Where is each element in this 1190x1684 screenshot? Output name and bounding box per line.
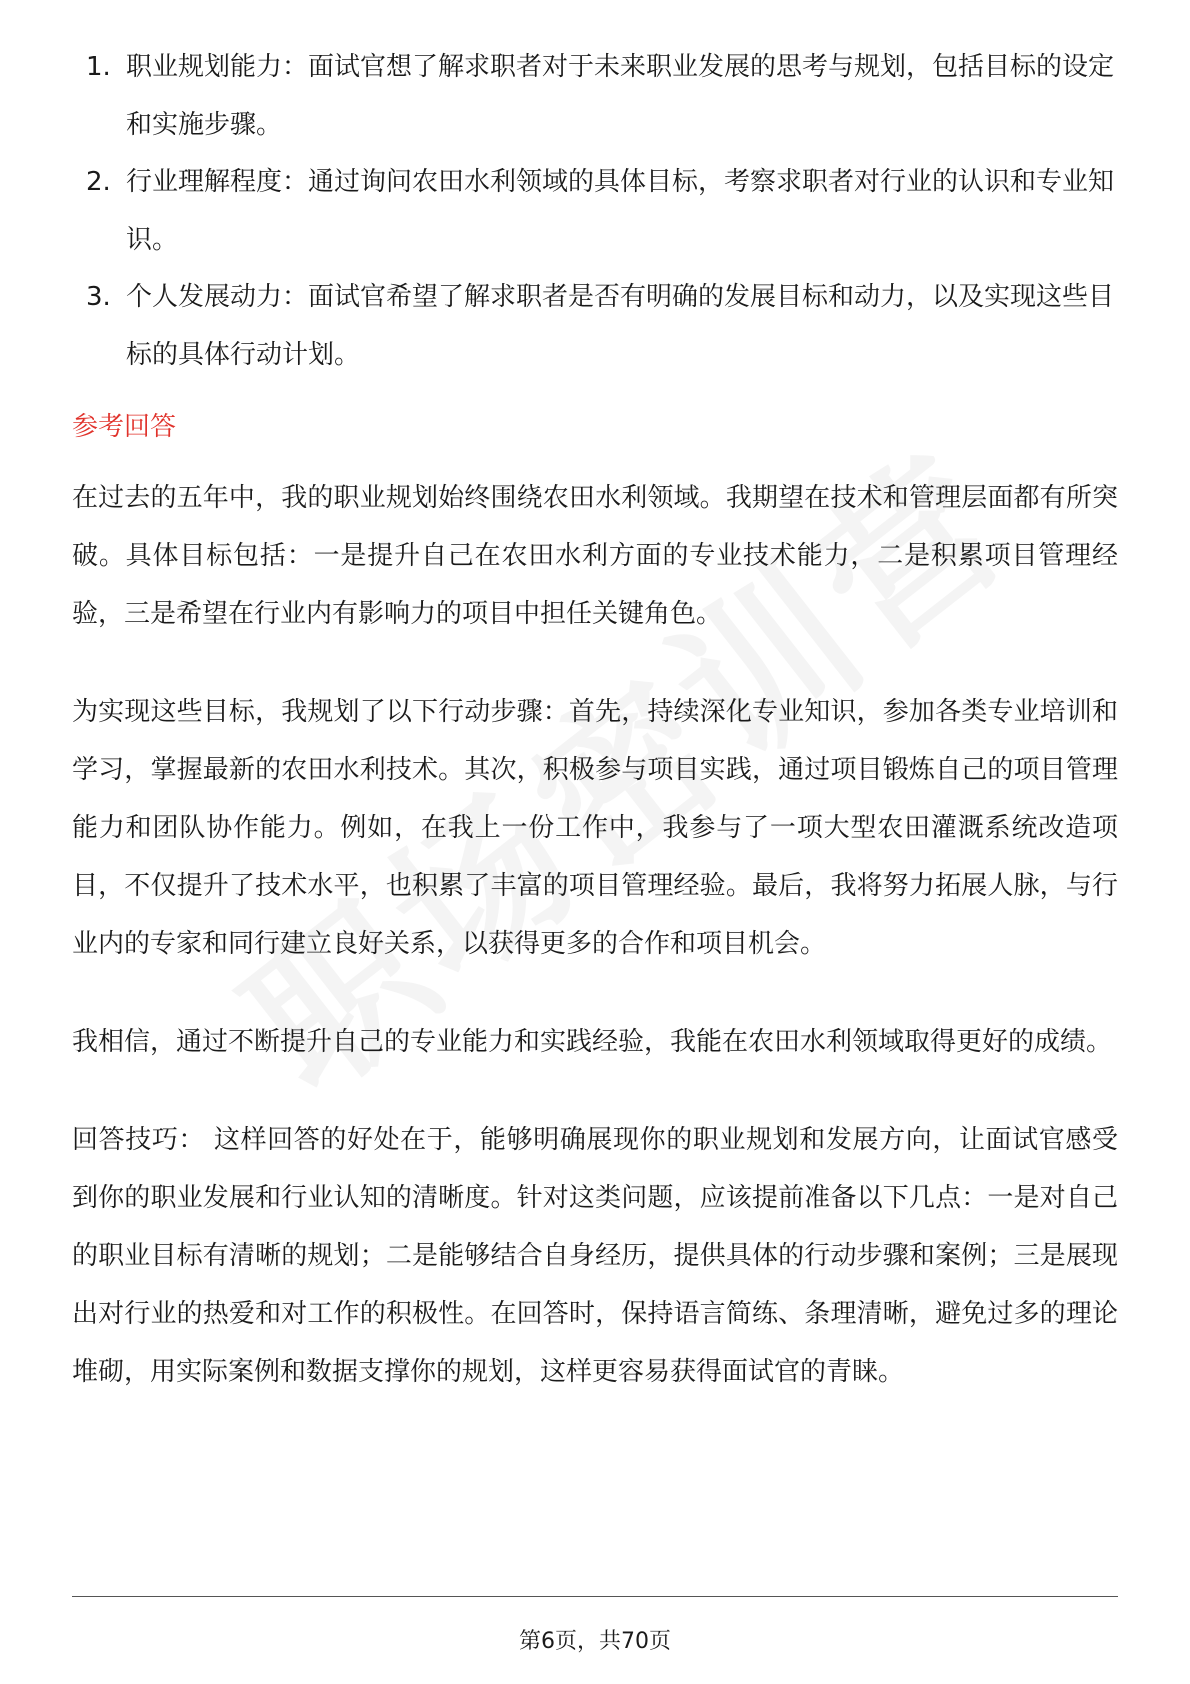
answer-paragraph: 我相信，通过不断提升自己的专业能力和实践经验，我能在农田水利领域取得更好的成绩。 — [72, 1027, 1113, 1057]
footer-divider — [72, 1596, 1118, 1597]
tips-paragraph: 回答技巧： 这样回答的好处在于，能够明确展现你的职业规划和发展方向，让面试官感受到你的职业发展和行业认知的清晰度。针对这类问题，应该提前准备以下几点：一是对自己的职业目标有清晰的规划；二是能够结合自身经历，提供具体的行动步骤和案例；三是展现出对行业的热爱和对工作的积极性。在回答时，保持语言简练、条理清晰，避免过多的理论堆砌，用实际案例和数据支撑你的规划，这样更容易获得面试官的青睐。 — [72, 1125, 1118, 1387]
answer-paragraph: 在过去的五年中，我的职业规划始终围绕农田水利领域。我期望在技术和管理层面都有所突破。具体目标包括：一是提升自己在农田水利方面的专业技术能力，二是积累项目管理经验，三是希望在行业内有影响力的项目中担任关键角色。 — [72, 483, 1118, 629]
list-item-text: 行业理解程度：通过询问农田水利领域的具体目标，考察求职者对行业的认识和专业知识。 — [126, 167, 1115, 255]
list-item-text: 职业规划能力：面试官想了解求职者对于未来职业发展的思考与规划，包括目标的设定和实施步骤。 — [126, 52, 1115, 140]
list-item — [72, 153, 1118, 269]
page-content — [72, 38, 1118, 1441]
list-item — [72, 38, 1118, 154]
criteria-list — [72, 38, 1118, 384]
page-number: 第6页，共70页 — [519, 1629, 671, 1654]
list-item-number: 2. — [86, 167, 111, 197]
answer-paragraph: 为实现这些目标，我规划了以下行动步骤：首先，持续深化专业知识，参加各类专业培训和学习，掌握最新的农田水利技术。其次，积极参与项目实践，通过项目锻炼自己的项目管理能力和团队协作能力。例如，在我上一份工作中，我参与了一项大型农田灌溉系统改造项目，不仅提升了技术水平，也积累了丰富的项目管理经验。最后，我将努力拓展人脉，与行业内的专家和同行建立良好关系，以获得更多的合作和项目机会。 — [72, 697, 1118, 959]
list-item-number: 3. — [86, 282, 111, 312]
list-item-number: 1. — [86, 52, 111, 82]
list-item-text: 个人发展动力：面试官希望了解求职者是否有明确的发展目标和动力，以及实现这些目标的具体行动计划。 — [126, 282, 1115, 370]
list-item — [72, 268, 1118, 384]
section-heading: 参考回答 — [72, 412, 177, 442]
